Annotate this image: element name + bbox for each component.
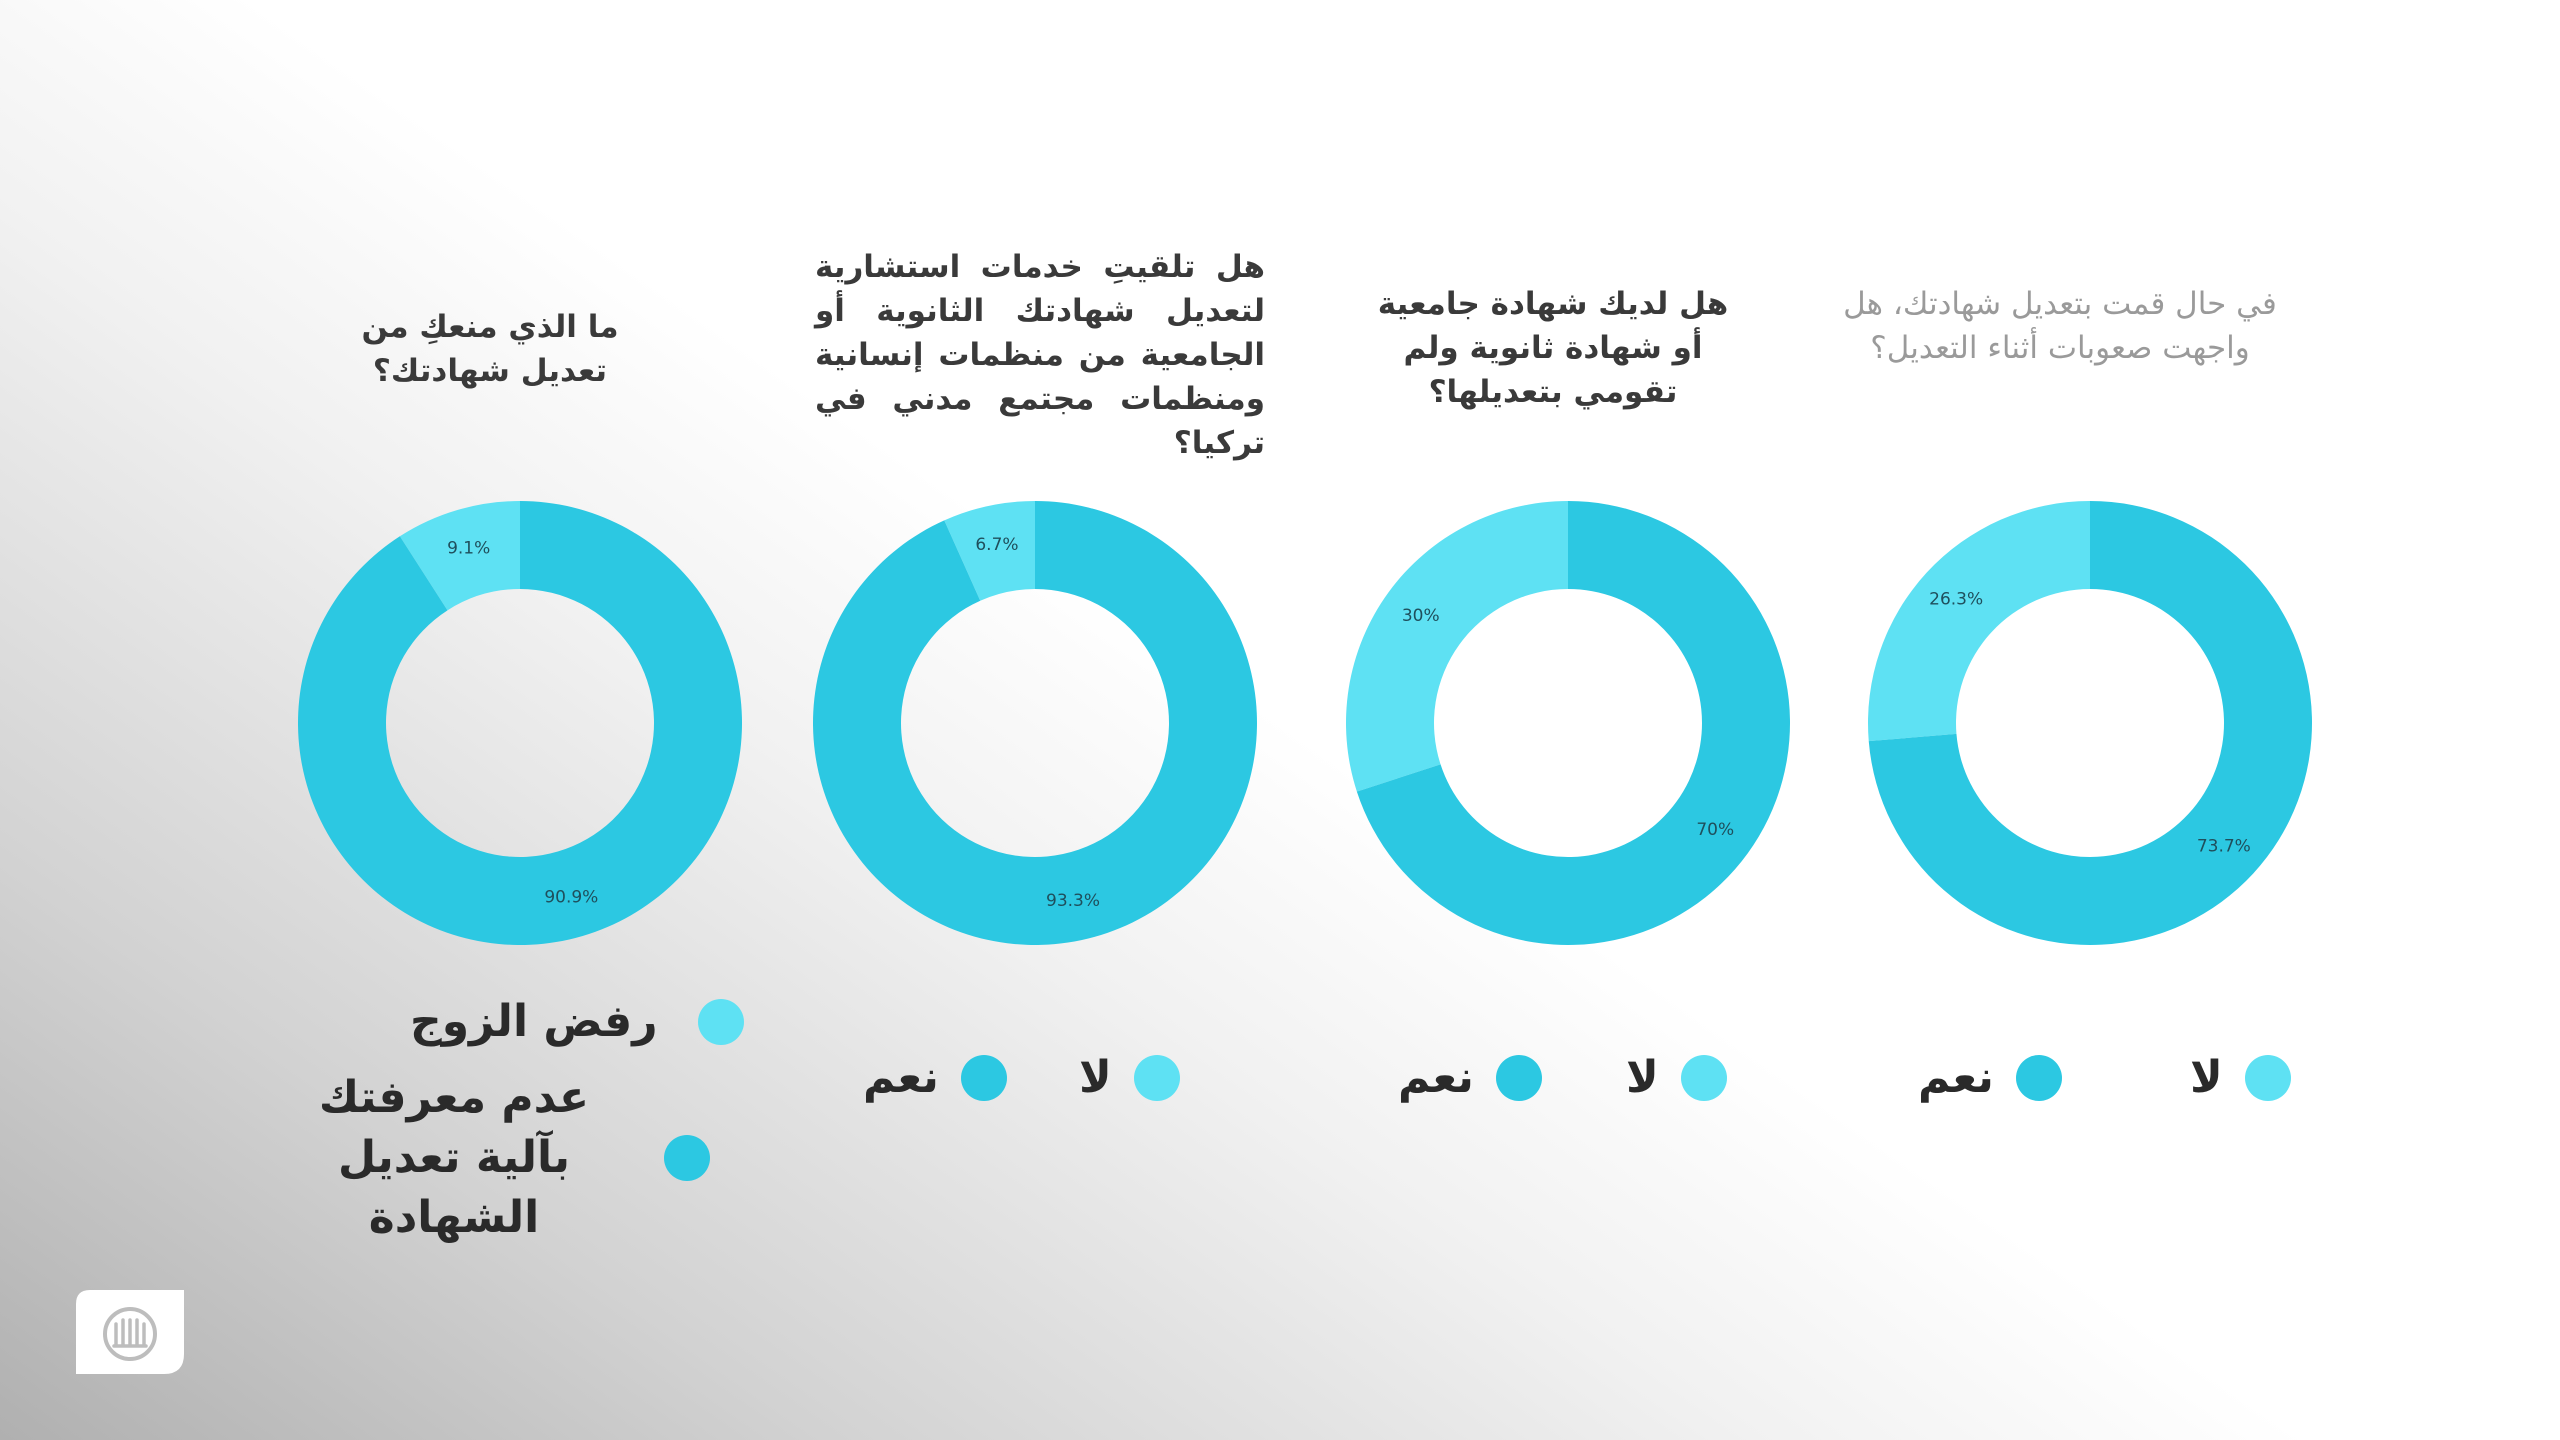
donut-slice-2 [813,501,1257,945]
legend-label-no: لا [1626,1052,1659,1103]
donut-slice-2 [298,501,742,945]
donut-slice-1 [1346,501,1568,792]
donut-chart-obstacles [250,0,810,1100]
legend-label-husband-refusal: رفض الزوج [410,996,658,1047]
legend-item-yes [1398,1052,1542,1103]
legend-label-unaware-of-procedure: عدم معرفتك بآلية تعديل الشهادة [318,1072,590,1243]
chart-panel-unmodified-certificate [1298,0,1858,1440]
legend-item-no [2190,1052,2291,1103]
legend-swatch-dark [664,1135,710,1181]
legend-label-yes: نعم [1918,1052,1994,1103]
legend-item-no [1079,1052,1180,1103]
legend-label-yes: نعم [863,1052,939,1103]
slice-label-2: 73.7% [2196,836,2251,857]
chart-title-obstacles: ما الذي منعكِ من تعديل شهادتك؟ [361,309,619,389]
chart-title-difficulties: في حال قمت بتعديل شهادتك، هل واجهت صعوبات أثناء التعديل؟ [1843,286,2277,366]
slice-label-1: 6.7% [975,535,1019,556]
chart-panel-consulting-services [765,0,1325,1440]
slice-label-1: 26.3% [1929,589,1984,610]
legend-item-yes [1918,1052,2062,1103]
legend-swatch-light [698,999,744,1045]
donut-chart-difficulties [1820,0,2380,1100]
slice-label-2: 90.9% [544,887,599,908]
legend-swatch-light [1681,1055,1727,1101]
legend-swatch-light [1134,1055,1180,1101]
legend-label-yes: نعم [1398,1052,1474,1103]
legend-label-no: لا [2190,1052,2223,1103]
legend-swatch-dark [961,1055,1007,1101]
legend-swatch-light [2245,1055,2291,1101]
legend-swatch-dark [2016,1055,2062,1101]
donut-chart-consulting-services [765,0,1325,1100]
slice-label-2: 70% [1696,819,1735,840]
chart-panel-difficulties [1820,0,2380,1440]
legend-label-no: لا [1079,1052,1112,1103]
chart-title-unmodified-certificate: هل لديك شهادة جامعية أو شهادة ثانوية ولم تقومي بتعديلها؟ [1377,286,1729,410]
donut-slice-1 [1868,501,2090,741]
slice-label-1: 30% [1401,606,1440,627]
slice-label-1: 9.1% [447,538,491,559]
legend-item-yes [863,1052,1007,1103]
legend-item-husband-refusal [410,996,744,1047]
slice-label-2: 93.3% [1046,890,1101,911]
legend-item-no [1626,1052,1727,1103]
legend-swatch-dark [1496,1055,1542,1101]
donut-chart-unmodified-certificate [1298,0,1858,1100]
organization-logo [76,1290,184,1374]
legend-item-unaware-of-procedure [284,1068,710,1248]
chart-panel-obstacles [250,0,810,1440]
chart-title-consulting-services: هل تلقيتِ خدمات استشارية لتعديل شهادتك الثانوية أو الجامعية من منظمات إنسانية ومنظمات مجتمع مدني في تركيا؟ [815,249,1265,461]
